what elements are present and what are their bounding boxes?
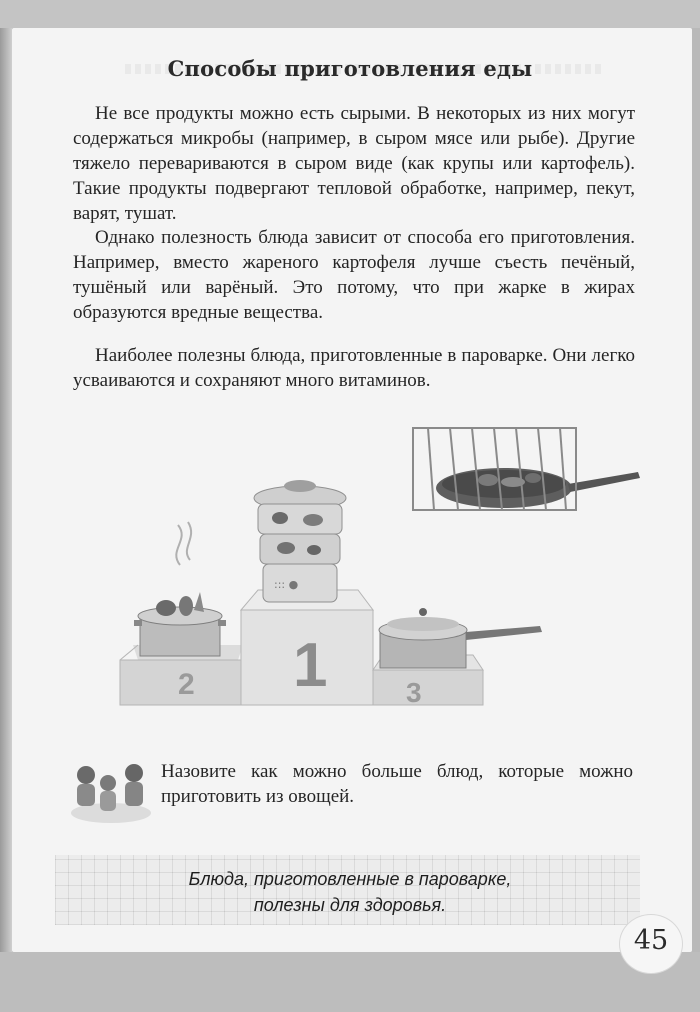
page-title: Способы приготовления еды [167,56,533,81]
paragraph-cooking-method: Однако полезность блюда зависит от способа его приготовления. Например, вместо жареного картофеля лучше съесть печёный, тушёный или варёный. Это потому, что при жарке в жирах образуются вредные вещества. [73,227,635,323]
podium-second-place: 2 [178,668,195,701]
book-spine-edge [0,28,12,1012]
paragraph-steamer: Наиболее полезны блюда, приготовленные в пароварке. Они легко усваиваются и сохраняют много витаминов. [73,345,635,391]
saucepan [379,608,542,668]
podium-third-place: 3 [406,677,422,708]
key-rule-line-2: полезны для здоровья. [253,895,447,915]
paragraph-raw-foods: Не все продукты можно есть сырыми. В некоторых из них могут содержаться микробы (например, в сыром мясе или рыбе). Другие тяжело перевариваются в сыром виде (как крупы или картофель). Такие продукты подвергают тепловой обработке, например, пекут, варят, тушат. [73,103,635,224]
boiling-pot [134,522,226,656]
svg-text:::: ●: ::: ● [274,578,299,591]
key-rule [55,866,645,918]
question-task: Назовите как можно больше блюд, которые можно приготовить из овощей. [161,761,633,807]
top-margin [0,0,700,28]
frying-pan-crossed-out [413,428,640,510]
podium-first-place: 1 [293,631,328,700]
cooking-podium-illustration [108,420,643,720]
page-number: 45 [633,925,669,956]
discussion-children-icon [66,755,156,825]
key-rule-line-1: Блюда, приготовленные в пароварке, [188,869,512,889]
bottom-margin [0,952,700,1012]
steamer [254,480,346,602]
